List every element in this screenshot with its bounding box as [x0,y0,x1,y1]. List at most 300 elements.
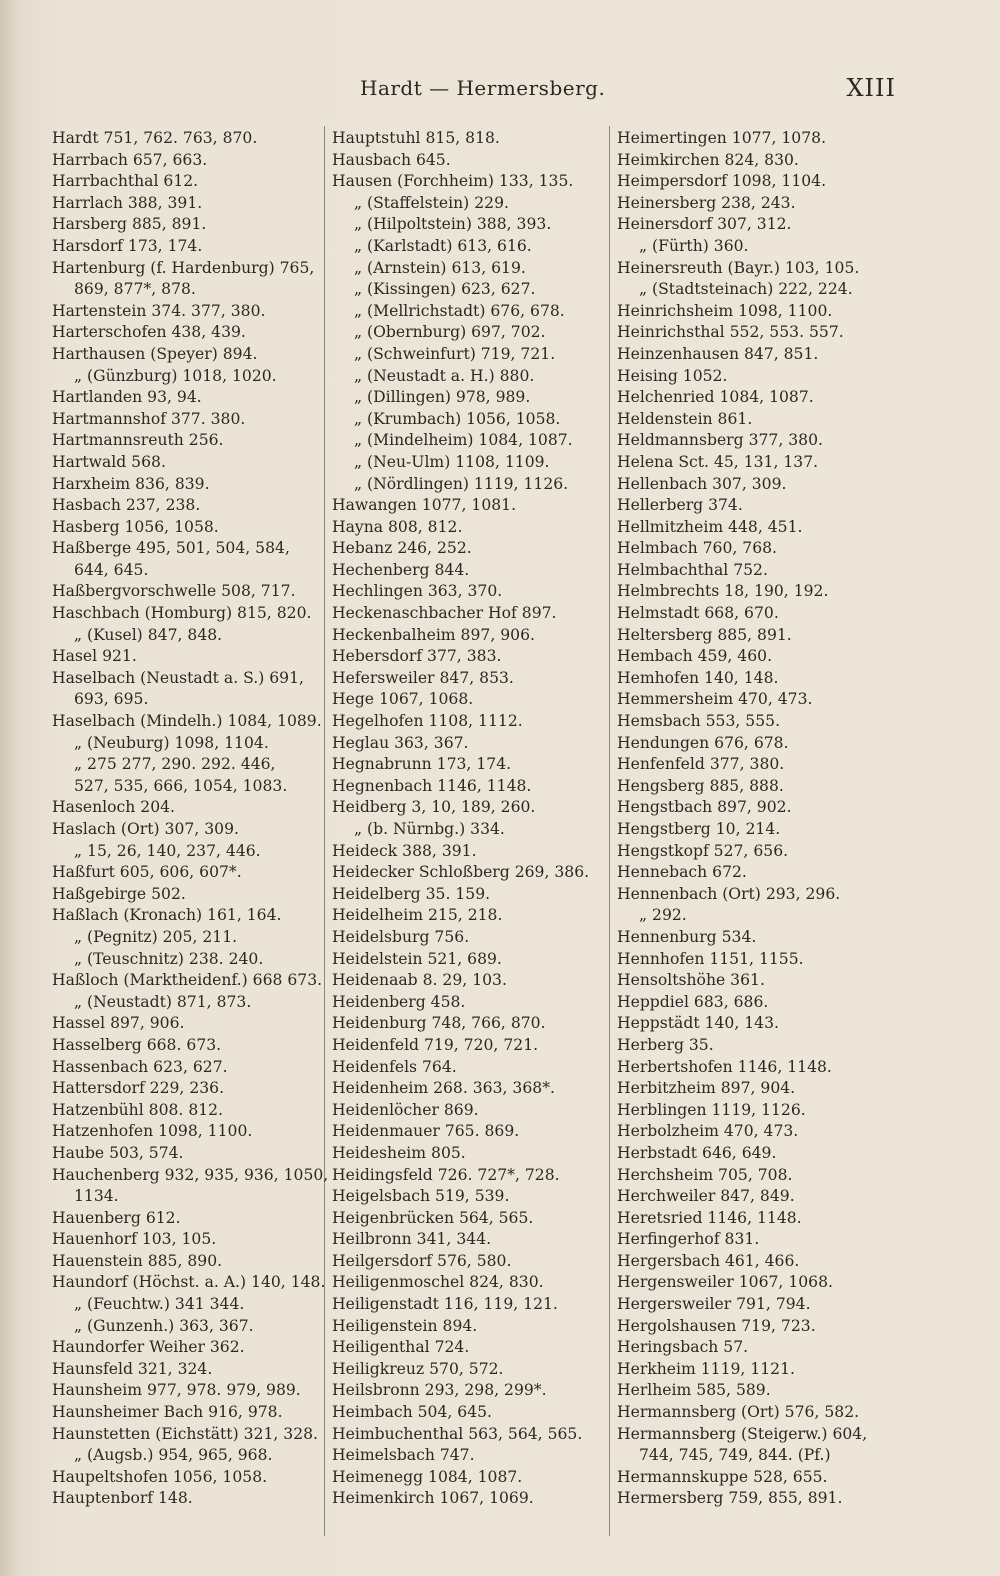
index-entry [617,1078,917,1100]
index-entry [617,1359,917,1381]
running-title: Hardt — Hermersberg. [360,76,606,100]
index-entry [617,819,917,841]
index-entry [52,1035,330,1057]
index-entry [617,560,917,582]
entry-text: Harterschofen 438, 439. [52,323,246,342]
index-entry [332,646,615,668]
entry-text: Helmbrechts 18, 190, 192. [617,582,829,601]
index-entry [332,1316,615,1338]
index-entry [52,1467,330,1489]
index-entry [52,452,330,474]
entry-text: Haunsfeld 321, 324. [52,1359,213,1378]
index-entry [52,517,330,539]
index-entry [52,668,330,711]
index-entry [332,1078,615,1100]
index-entry [617,150,917,172]
index-entry [617,1165,917,1187]
index-entry [52,1143,330,1165]
index-entry [332,322,615,344]
index-entry [617,1208,917,1230]
entry-text: „ (Augsb.) 954, 965, 968. [74,1446,273,1465]
index-entry [617,517,917,539]
index-entry [617,1013,917,1035]
entry-text: „ (Kusel) 847, 848. [74,625,223,644]
index-entry [52,1337,330,1359]
entry-text: „ (Gunzenh.) 363, 367. [74,1316,254,1335]
entry-text: „ (Dillingen) 978, 989. [354,388,531,407]
index-entry [617,646,917,668]
entry-text: Heinrichsthal 552, 553. 557. [617,323,844,342]
index-entry [52,949,330,971]
index-entry [52,1013,330,1035]
index-entry [332,1208,615,1230]
entry-text: „ (Stadtsteinach) 222, 224. [639,280,853,299]
entry-text: Hemsbach 553, 555. [617,712,781,731]
entry-text: Hermannsberg (Steigerw.) 604, [617,1424,868,1443]
entry-text: „ (Neuburg) 1098, 1104. [74,733,269,752]
entry-text: Hauptenborf 148. [52,1489,193,1508]
entry-text: Herkheim 1119, 1121. [617,1359,795,1378]
index-entry [52,1100,330,1122]
index-entry [332,1272,615,1294]
entry-text: Hasbach 237, 238. [52,496,201,515]
index-entry [52,1078,330,1100]
index-entry [617,538,917,560]
entry-text: Heinersdorf 307, 312. [617,215,792,234]
entry-text: Hennhofen 1151, 1155. [617,949,804,968]
entry-text: Heppdiel 683, 686. [617,992,769,1011]
index-entry [332,1467,615,1489]
entry-text: „ (Arnstein) 613, 619. [354,258,526,277]
index-entry [617,1186,917,1208]
entry-text: „ (Neustadt) 871, 873. [74,992,252,1011]
index-entry [617,1143,917,1165]
entry-text: Hegnabrunn 173, 174. [332,755,512,774]
index-entry [332,301,615,323]
entry-text: Heiligenstein 894. [332,1316,478,1335]
index-entry [332,1229,615,1251]
index-entry [52,1445,330,1467]
index-entry [332,258,615,280]
entry-text: Helmbachthal 752. [617,560,768,579]
index-entry [332,841,615,863]
index-entry [617,474,917,496]
entry-text: Heidenheim 268. 363, 368*. [332,1079,555,1098]
entry-text: Hauenberg 612. [52,1208,181,1227]
index-entry [617,430,917,452]
entry-text: Heigelsbach 519, 539. [332,1187,510,1206]
entry-text: Heidelberg 35. 159. [332,884,491,903]
entry-text: Heiligenstadt 116, 119, 121. [332,1295,558,1314]
entry-text: Herfingerhof 831. [617,1230,760,1249]
entry-text: Hengstkopf 527, 656. [617,841,789,860]
index-entry [332,474,615,496]
index-entry [332,754,615,776]
entry-text: Hauchenberg 932, 935, 936, 1050, [52,1165,329,1184]
index-entry [332,171,615,193]
entry-text: Heilsbronn 293, 298, 299*. [332,1381,547,1400]
index-entry [52,1402,330,1424]
entry-text: Hebanz 246, 252. [332,539,472,558]
index-entry [52,1488,330,1510]
index-entry [332,949,615,971]
entry-text: Hengsberg 885, 888. [617,776,784,795]
index-entry [617,258,917,280]
entry-text: Haslach (Ort) 307, 309. [52,820,239,838]
index-entry [332,1402,615,1424]
entry-text: Haßgebirge 502. [52,884,186,903]
entry-text: Harthausen (Speyer) 894. [52,344,258,363]
entry-text: Heideck 388, 391. [332,841,477,860]
entry-text: Heimenegg 1084, 1087. [332,1467,523,1486]
index-entry [332,1035,615,1057]
entry-text: Hellenbach 307, 309. [617,474,787,493]
entry-text: Herlheim 585, 589. [617,1381,771,1400]
index-entry [332,689,615,711]
entry-text: Heretsried 1146, 1148. [617,1208,802,1227]
entry-text: Haselbach (Mindelh.) 1084, 1089. [52,712,322,731]
entry-text: Hausbach 645. [332,150,451,169]
entry-text: Hayna 808, 812. [332,517,463,536]
index-entry [332,1445,615,1467]
index-entry [617,581,917,603]
index-entry [332,452,615,474]
index-entry [52,1380,330,1402]
entry-text: Heidelstein 521, 689. [332,949,502,968]
entry-text: Hennenburg 534. [617,927,757,946]
index-entry [332,1013,615,1035]
index-entry [52,603,330,625]
entry-text: Herbolzheim 470, 473. [617,1122,799,1141]
entry-text: Haundorf (Höchst. a. A.) 140, 148. [52,1273,326,1292]
index-entry [332,776,615,798]
index-entry [332,193,615,215]
index-entry [617,1294,917,1316]
entry-text: Herbstadt 646, 649. [617,1143,777,1162]
entry-text: Hennenbach (Ort) 293, 296. [617,884,841,903]
index-entry [617,301,917,323]
entry-text: Herberg 35. [617,1035,714,1054]
index-entry [617,797,917,819]
entry-text: Heigenbrücken 564, 565. [332,1208,534,1227]
index-entry [617,1229,917,1251]
entry-continuation: 644, 645. [74,560,149,579]
entry-text: „ (Obernburg) 697, 702. [354,323,546,342]
entry-text: Hennebach 672. [617,863,747,882]
entry-text: Hefersweiler 847, 853. [332,668,514,687]
entry-text: Heimbach 504, 645. [332,1403,493,1422]
index-entry [52,1272,330,1294]
entry-text: Hatzenbühl 808. 812. [52,1100,224,1119]
entry-text: Hechlingen 363, 370. [332,582,503,601]
entry-text: Heinrichsheim 1098, 1100. [617,301,833,320]
index-entry [617,1380,917,1402]
index-entry [52,258,330,301]
entry-text: „ (Mindelheim) 1084, 1087. [354,431,573,450]
index-entry [332,1337,615,1359]
entry-continuation: 744, 745, 749, 844. (Pf.) [639,1446,831,1465]
entry-text: Hasselberg 668. 673. [52,1035,222,1054]
entry-text: Heilbronn 341, 344. [332,1230,492,1249]
entry-text: Hasberg 1056, 1058. [52,517,219,536]
index-entry [617,279,917,301]
entry-text: Heimertingen 1077, 1078. [617,129,827,147]
index-entry [332,905,615,927]
index-entry [617,236,917,258]
index-entry [332,992,615,1014]
entry-text: Hergersbach 461, 466. [617,1251,800,1270]
entry-text: Heimbuchenthal 563, 564, 565. [332,1424,583,1443]
index-entry [52,819,330,841]
entry-text: Hasel 921. [52,647,137,666]
index-entry [332,603,615,625]
index-entry [332,279,615,301]
index-entry [617,344,917,366]
entry-text: Heidesheim 805. [332,1143,466,1162]
entry-text: Haßfurt 605, 606, 607*. [52,863,242,882]
entry-text: „ (Teuschnitz) 238. 240. [74,949,264,968]
entry-text: Helchenried 1084, 1087. [617,388,814,407]
index-entry [52,495,330,517]
entry-text: Hassel 897, 906. [52,1014,185,1033]
entry-text: „ (Kissingen) 623, 627. [354,280,536,299]
index-entry [332,1251,615,1273]
entry-text: Hausen (Forchheim) 133, 135. [332,172,574,191]
entry-text: Haupeltshofen 1056, 1058. [52,1467,268,1486]
index-entry [617,1057,917,1079]
index-entry [332,517,615,539]
entry-text: Heidenburg 748, 766, 870. [332,1014,546,1033]
entry-text: „ (Günzburg) 1018, 1020. [74,366,277,385]
index-column-2 [332,128,615,1510]
entry-text: Hegnenbach 1146, 1148. [332,776,532,795]
index-entry [617,927,917,949]
entry-text: Heinersreuth (Bayr.) 103, 105. [617,258,860,277]
index-entry [332,1165,615,1187]
index-entry [617,862,917,884]
entry-text: Harxheim 836, 839. [52,474,210,493]
entry-continuation: 527, 535, 666, 1054, 1083. [74,776,288,795]
entry-text: Haundorfer Weiher 362. [52,1338,245,1357]
index-entry [52,236,330,258]
index-entry [52,1165,330,1208]
index-entry [332,560,615,582]
index-entry [332,819,615,841]
entry-text: Hergensweiler 1067, 1068. [617,1273,833,1292]
entry-text: Hergersweiler 791, 794. [617,1295,811,1314]
entry-text: Helmbach 760, 768. [617,539,778,558]
entry-text: Haunsheim 977, 978. 979, 989. [52,1381,301,1400]
index-entry [617,1316,917,1338]
entry-text: Hellmitzheim 448, 451. [617,517,803,536]
entry-text: Haßbergvorschwelle 508, 717. [52,582,296,601]
index-entry [332,366,615,388]
entry-text: Hechenberg 844. [332,560,470,579]
index-entry [332,430,615,452]
index-entry [617,193,917,215]
entry-text: Heiligenthal 724. [332,1338,470,1357]
entry-text: Heldenstein 861. [617,409,753,428]
index-column-3 [617,128,917,1510]
entry-text: Haube 503, 574. [52,1143,184,1162]
index-entry [332,1294,615,1316]
index-entry [52,150,330,172]
index-entry [617,1488,917,1510]
entry-text: Hellerberg 374. [617,496,743,515]
index-entry [617,409,917,431]
index-entry [617,387,917,409]
index-entry [332,1424,615,1446]
index-entry [617,884,917,927]
index-entry [52,301,330,323]
entry-text: Heising 1052. [617,366,728,385]
index-entry [52,171,330,193]
index-entry [52,1424,330,1446]
index-entry [332,581,615,603]
index-entry [52,366,330,388]
index-entry [52,797,330,819]
index-entry [332,538,615,560]
index-column-1 [52,128,330,1510]
entry-text: Heidelheim 215, 218. [332,906,503,925]
entry-text: Herchsheim 705, 708. [617,1165,793,1184]
entry-text: „ 275 277, 290. 292. 446, [74,755,276,774]
entry-text: Haschbach (Homburg) 815, 820. [52,604,312,623]
entry-text: Heidecker Schloßberg 269, 386. [332,863,590,882]
index-entry [52,474,330,496]
entry-text: Hendungen 676, 678. [617,733,789,752]
index-entry [52,1251,330,1273]
entry-text: Harrbachthal 612. [52,172,199,191]
entry-text: „ (Pegnitz) 205, 211. [74,927,238,946]
index-entry [52,841,330,863]
index-entry [332,1121,615,1143]
entry-text: Heidenfeld 719, 720, 721. [332,1035,539,1054]
index-entry [52,193,330,215]
index-entry [617,711,917,733]
entry-text: Hermannsberg (Ort) 576, 582. [617,1403,860,1422]
index-entry [617,366,917,388]
index-entry [52,344,330,366]
index-entry [617,733,917,755]
index-entry [52,581,330,603]
index-entry [332,1380,615,1402]
entry-text: Hasenloch 204. [52,798,175,817]
index-entry [52,884,330,906]
entry-text: Heringsbach 57. [617,1338,749,1357]
entry-continuation: 869, 877*, 878. [74,280,196,299]
index-entry [617,214,917,236]
index-entry [52,538,330,581]
index-entry [617,776,917,798]
index-entry [617,452,917,474]
index-entry [617,1121,917,1143]
entry-text: Herchweiler 847, 849. [617,1187,795,1206]
entry-text: „ (Staffelstein) 229. [354,193,509,212]
entry-text: Henfenfeld 377, 380. [617,755,785,774]
index-entry [52,1121,330,1143]
index-entry [52,711,330,733]
index-entry [332,128,615,150]
index-entry [332,495,615,517]
index-entry [52,322,330,344]
index-entry [617,689,917,711]
index-entry [617,668,917,690]
entry-text: Haßloch (Marktheidenf.) 668 673. [52,971,323,990]
index-entry [332,862,615,884]
index-entry [617,1402,917,1424]
page-header [0,74,1000,108]
index-entry [332,625,615,647]
entry-text: Hardt 751, 762. 763, 870. [52,129,258,147]
index-entry [332,214,615,236]
entry-text: Heimenkirch 1067, 1069. [332,1489,534,1508]
index-entry [332,236,615,258]
index-entry [332,970,615,992]
entry-text: Hengstberg 10, 214. [617,820,781,838]
index-entry [52,970,330,992]
entry-text: Heidenaab 8. 29, 103. [332,971,507,990]
entry-text: „ (Karlstadt) 613, 616. [354,236,532,255]
entry-text: Heckenaschbacher Hof 897. [332,604,557,623]
index-entry [617,1251,917,1273]
entry-text: Heidenmauer 765. 869. [332,1122,520,1141]
index-entry [332,1359,615,1381]
entry-text: „ 15, 26, 140, 237, 446. [74,841,261,860]
entry-text: Hensoltshöhe 361. [617,971,765,990]
index-entry [617,495,917,517]
entry-text: Heppstädt 140, 143. [617,1014,779,1033]
index-entry [52,1229,330,1251]
entry-text: Hartlanden 93, 94. [52,388,202,407]
entry-text: „ (Neu-Ulm) 1108, 1109. [354,452,550,471]
index-entry [332,711,615,733]
entry-text: Harsberg 885, 891. [52,215,207,234]
index-entry [332,733,615,755]
entry-text: Hartwald 568. [52,452,166,471]
index-entry [617,1467,917,1489]
index-entry [332,1186,615,1208]
entry-text: Harrlach 388, 391. [52,193,203,212]
index-entry [52,1294,330,1316]
index-entry [617,970,917,992]
entry-text: „ (Neustadt a. H.) 880. [354,366,535,385]
entry-text: Heinersberg 238, 243. [617,193,796,212]
entry-text: Hergolshausen 719, 723. [617,1316,816,1335]
index-entry [52,1208,330,1230]
entry-text: Hassenbach 623, 627. [52,1057,228,1076]
entry-text: „ (Krumbach) 1056, 1058. [354,409,561,428]
index-entry [52,905,330,927]
entry-text: Hemhofen 140, 148. [617,668,779,687]
entry-text: Hartmannshof 377. 380. [52,409,246,428]
entry-text: Heimkirchen 824, 830. [617,150,799,169]
index-entry [52,409,330,431]
index-entry [52,646,330,668]
entry-text: Hartenburg (f. Hardenburg) 765, [52,258,315,277]
entry-text: Helena Sct. 45, 131, 137. [617,452,819,471]
entry-text: Heilgersdorf 576, 580. [332,1251,512,1270]
entry-text: Hauenstein 885, 890. [52,1251,223,1270]
entry-text: Hattersdorf 229, 236. [52,1079,225,1098]
entry-text: Heiligkreuz 570, 572. [332,1359,504,1378]
entry-text: Heinzenhausen 847, 851. [617,344,819,363]
entry-text: „ (Feuchtw.) 341 344. [74,1295,245,1314]
entry-text: Heidenlöcher 869. [332,1100,479,1119]
index-entry [52,625,330,647]
entry-text: Heckenbalheim 897, 906. [332,625,535,644]
index-entry [52,1057,330,1079]
